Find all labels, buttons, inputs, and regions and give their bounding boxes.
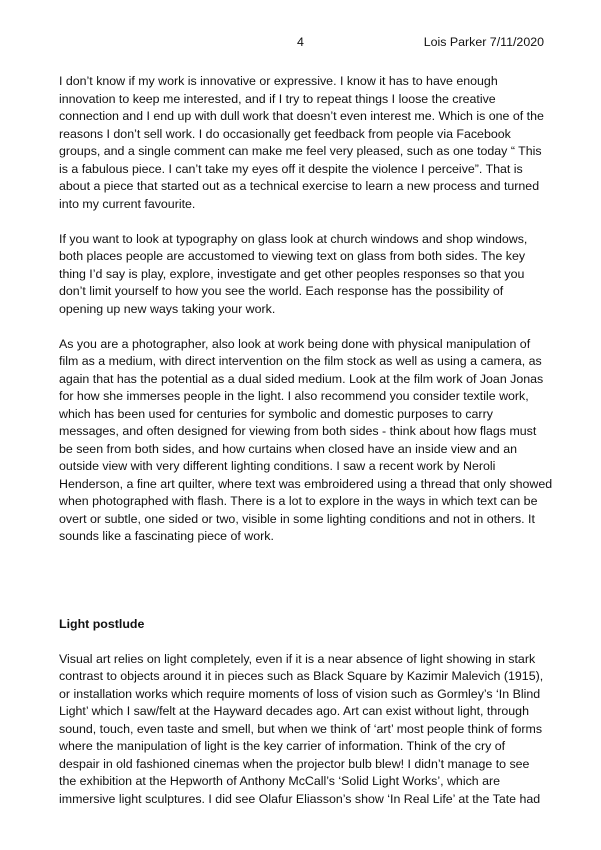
author-date: Lois Parker 7/11/2020 bbox=[423, 35, 544, 49]
text-line: overt or subtle, one sided or two, visible in some lighting conditions and not in others. It bbox=[59, 511, 535, 526]
text-line: don’t limit yourself to how you see the world. Each response has the possibility of bbox=[59, 284, 504, 298]
text-line: for how she immerses people in the light. I also recommend you consider textile work, bbox=[59, 389, 529, 403]
text-line: film as a medium, with direct intervention on the film stock as well as using a camera, as bbox=[59, 354, 542, 368]
text-line: opening up new ways taking your work. bbox=[59, 301, 276, 316]
text-line: again that has the potential as a dual sided medium. Look at the film work of Joan Jonas bbox=[59, 371, 544, 386]
text-line: or installation works which require moments of loss of vision such as Gormley’s ‘In Blind bbox=[59, 686, 541, 701]
paragraph-photographer bbox=[59, 336, 559, 546]
text-line: As you are a photographer, also look at work being done with physical manipulation of bbox=[59, 336, 531, 351]
paragraph-innovation bbox=[59, 73, 559, 213]
text-line: outside view with very different lighting conditions. I saw a recent work by Neroli bbox=[59, 459, 496, 473]
text-line: where the manipulation of light is the key carrier of information. Think of the cry of bbox=[59, 739, 506, 753]
text-line: sound, touch, even taste and smell, but when we think of ‘art’ most people think of forms bbox=[59, 721, 543, 736]
page-header bbox=[0, 35, 601, 53]
text-line: groups, and a single comment can make me feel very pleased, such as one today “ This bbox=[59, 144, 542, 158]
paragraph-gap bbox=[59, 213, 559, 231]
page-number: 4 bbox=[297, 35, 304, 49]
text-line: messages, and often designed for viewing from both sides - think about how flags must bbox=[59, 424, 537, 438]
text-line: be seen from both sides, and how curtains when closed have an inside view and an bbox=[59, 441, 518, 456]
text-line: If you want to look at typography on glass look at church windows and shop windows, bbox=[59, 231, 528, 246]
text-line: Visual art relies on light completely, even if it is a near absence of light showing in stark bbox=[59, 651, 536, 666]
paragraph-gap bbox=[59, 633, 559, 651]
section-heading: Light postlude bbox=[59, 616, 145, 631]
section-gap bbox=[59, 598, 559, 616]
paragraph-typography bbox=[59, 231, 559, 319]
document-body bbox=[59, 73, 559, 808]
text-line: both places people are accustomed to viewing text on glass from both sides. The key bbox=[59, 249, 526, 263]
paragraph-gap bbox=[59, 318, 559, 336]
text-line: which has been used for centuries for symbolic and domestic purposes to carry bbox=[59, 406, 493, 421]
text-line: innovation to keep me interested, and if I try to repeat things I loose the creative bbox=[59, 91, 496, 106]
text-line: when photographed with flash. There is a lot to explore in the ways in which text can be bbox=[59, 494, 538, 508]
text-line: into my current favourite. bbox=[59, 196, 196, 211]
text-line: connection and I end up with dull work that doesn’t even interest me. Which is one of the bbox=[59, 109, 544, 123]
section-gap bbox=[59, 546, 559, 599]
text-line: despair in old fashioned cinemas when the projector bulb blew! I didn’t manage to see bbox=[59, 756, 530, 771]
text-line: thing I’d say is play, explore, investigate and get other peoples responses so that you bbox=[59, 266, 525, 281]
text-line: immersive light sculptures. I did see Olafur Eliasson’s show ‘In Real Life’ at the Tate had bbox=[59, 791, 541, 806]
text-line: reasons I don’t sell work. I do occasionally get feedback from people via Facebook bbox=[59, 126, 511, 141]
text-line: is a fabulous piece. I can’t take my eyes off it despite the violence I perceive”. That is bbox=[59, 161, 523, 176]
text-line: sounds like a fascinating piece of work. bbox=[59, 529, 274, 543]
text-line: the exhibition at the Hepworth of Anthony McCall’s ‘Solid Light Works’, which are bbox=[59, 774, 501, 788]
text-line: about a piece that started out as a technical exercise to learn a new process and turned bbox=[59, 179, 540, 193]
paragraph-light-postlude bbox=[59, 651, 559, 809]
text-line: I don’t know if my work is innovative or expressive. I know it has to have enough bbox=[59, 74, 498, 88]
text-line: Light’ which I saw/felt at the Hayward decades ago. Art can exist without light, through bbox=[59, 704, 529, 718]
text-line: contrast to objects around it in pieces such as Black Square by Kazimir Malevich (1915), bbox=[59, 669, 544, 683]
text-line: Henderson, a fine art quilter, where text was embroidered using a thread that only showed bbox=[59, 476, 553, 491]
